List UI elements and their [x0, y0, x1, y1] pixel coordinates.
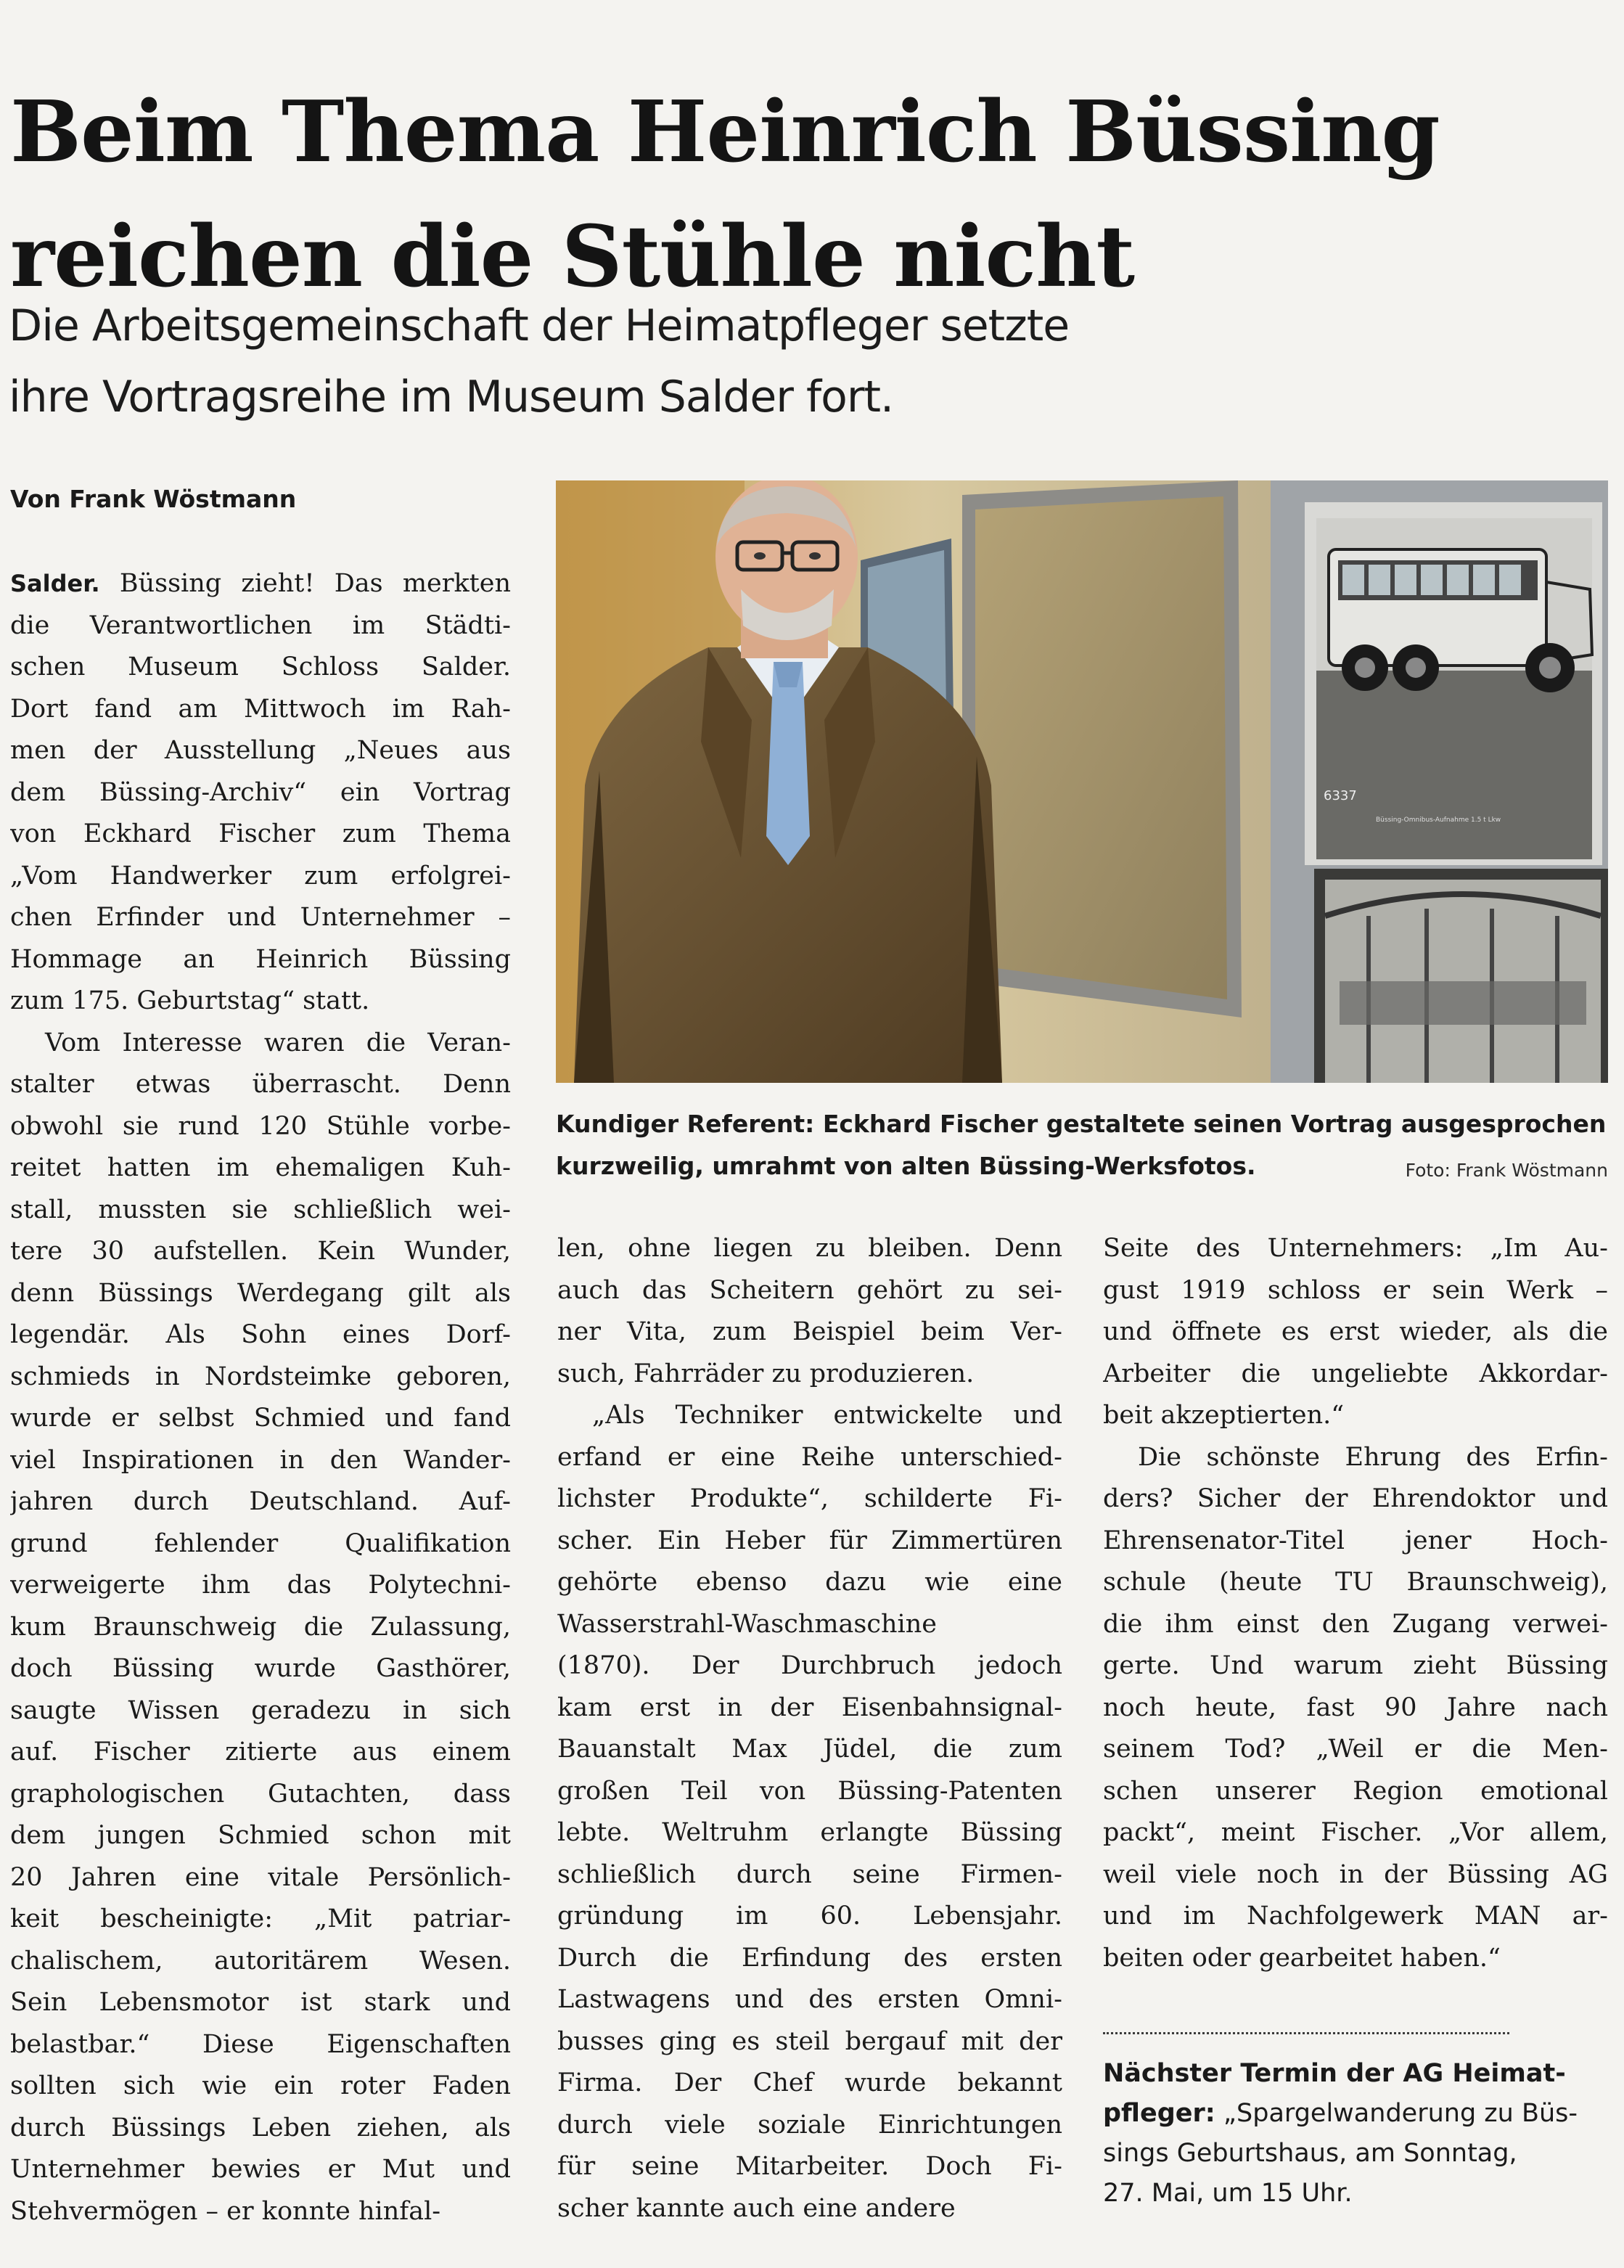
article-line: Durch die Erfindung des ersten [557, 1943, 1062, 1973]
article-column-3 [1103, 1228, 1608, 1979]
article-line: gehörte ebenso dazu wie eine [557, 1568, 1062, 1597]
article-line [10, 563, 511, 605]
article-line: Die schönste Ehrung des Erfin- [1138, 1442, 1608, 1472]
article-line: ner Vita, zum Beispiel beim Ver- [557, 1317, 1062, 1346]
article-line: reitet hatten im ehemaligen Kuh- [10, 1153, 511, 1182]
article-line: scher kannte auch eine andere [557, 2193, 956, 2223]
article-line: Arbeiter die ungeliebte Akkordar- [1103, 1359, 1608, 1388]
dotted-divider [1103, 2032, 1509, 2034]
article-line: legendär. Als Sohn eines Dorf- [10, 1320, 511, 1349]
article-line: kam erst in der Eisenbahnsignal- [557, 1692, 1062, 1722]
article-line: chen Erfinder und Unternehmer – [10, 903, 511, 932]
article-line: busses ging es steil bergauf mit der [557, 2026, 1062, 2056]
next-event-box [1103, 2054, 1611, 2214]
article-line: Seite des Unternehmers: „Im Au- [1103, 1234, 1608, 1263]
article-line: durch viele soziale Einrichtungen [557, 2110, 1062, 2140]
article-line: Hommage an Heinrich Büssing [10, 944, 511, 974]
article-line: gründung im 60. Lebensjahr. [557, 1901, 1062, 1931]
article-line: lichster Produkte“, schilderte Fi- [557, 1484, 1062, 1513]
article-line: schen unserer Region emotional [1103, 1776, 1608, 1806]
article-line: schmieds in Nordsteimke geboren, [10, 1362, 511, 1391]
article-line: und im Nachfolgewerk MAN ar- [1103, 1901, 1608, 1931]
article-line: packt“, meint Fischer. „Vor allem, [1103, 1818, 1608, 1847]
article-line: tere 30 aufstellen. Kein Wunder, [10, 1237, 511, 1266]
byline: Von Frank Wöstmann [10, 485, 297, 513]
article-line: zum 175. Geburtstag“ statt. [10, 986, 370, 1015]
article-line: Wasserstrahl-Waschmaschine [557, 1609, 937, 1639]
article-line: Stehvermögen – er konnte hinfal- [10, 2196, 441, 2226]
article-line: doch Büssing wurde Gasthörer, [10, 1654, 511, 1683]
article-line: sollten sich wie ein roter Faden [10, 2071, 511, 2100]
subheadline-line-1: Die Arbeitsgemeinschaft der Heimatpfleger setzte [9, 300, 1070, 351]
article-line: die Verantwortlichen im Städti- [10, 610, 511, 640]
article-line: chalischem, autoritärem Wesen. [10, 1946, 511, 1976]
article-line: Vom Interesse waren die Veran- [45, 1028, 511, 1057]
article-line: Dort fand am Mittwoch im Rah- [10, 694, 511, 724]
article-line: scher. Ein Heber für Zimmertüren [557, 1526, 1062, 1555]
article-line: „Als Techniker entwickelte und [592, 1401, 1062, 1430]
next-event-line-2: pfleger: „Spargelwanderung zu Büs- [1103, 2099, 1578, 2128]
caption-line-2: kurzweilig, umrahmt von alten Büssing-Werksfotos. [556, 1152, 1256, 1180]
article-line: grund fehlender Qualifikation [10, 1528, 511, 1558]
article-line: wurde er selbst Schmied und fand [10, 1404, 511, 1433]
article-line: men der Ausstellung „Neues aus [10, 736, 511, 765]
article-line: Firma. Der Chef wurde bekannt [557, 2068, 1062, 2097]
article-column-2 [557, 1228, 1062, 2230]
article-line: Unternehmer bewies er Mut und [10, 2155, 511, 2184]
article-line: beiten oder gearbeitet haben.“ [1103, 1943, 1501, 1973]
article-line: und öffnete es erst wieder, als die [1103, 1317, 1608, 1346]
article-line: dem Büssing-Archiv“ ein Vortrag [10, 777, 511, 807]
article-line: dem jungen Schmied schon mit [10, 1821, 511, 1850]
article-line: durch Büssings Leben ziehen, als [10, 2113, 511, 2142]
article-line: stalter etwas überrascht. Denn [10, 1070, 511, 1099]
caption-line-1: Kundiger Referent: Eckhard Fischer gestaltete seinen Vortrag ausgesprochen [556, 1110, 1607, 1138]
article-line: weil viele noch in der Büssing AG [1103, 1859, 1608, 1889]
headline [10, 70, 1461, 319]
article-line: (1870). Der Durchbruch jedoch [557, 1651, 1062, 1680]
article-line: für seine Mitarbeiter. Doch Fi- [557, 2152, 1062, 2181]
article-line: viel Inspirationen in den Wander- [10, 1445, 511, 1475]
article-line: lebte. Weltruhm erlangte Büssing [557, 1818, 1062, 1847]
bus-photo-caption-label: Büssing-Omnibus-Aufnahme 1.5 t Lkw [1376, 816, 1501, 824]
article-line: Lastwagens und des ersten Omni- [557, 1985, 1062, 2014]
article-line: obwohl sie rund 120 Stühle vorbe- [10, 1111, 511, 1141]
article-line: jahren durch Deutschland. Auf- [10, 1487, 511, 1516]
next-event-line-4: 27. Mai, um 15 Uhr. [1103, 2179, 1353, 2208]
article-line: schen Museum Schloss Salder. [10, 652, 511, 681]
article-line: belastbar.“ Diese Eigenschaften [10, 2029, 511, 2059]
article-line: erfand er eine Reihe unterschied- [557, 1442, 1062, 1472]
article-line: keit bescheinigte: „Mit patriar- [10, 1904, 511, 1933]
article-line: schule (heute TU Braunschweig), [1103, 1568, 1608, 1597]
subheadline [9, 290, 1387, 433]
article-line: denn Büssings Werdegang gilt als [10, 1278, 511, 1308]
headline-line-1: Beim Thema Heinrich Büssing [10, 82, 1440, 181]
article-line: len, ohne liegen zu bleiben. Denn [557, 1234, 1062, 1263]
next-event-line-3: sings Geburtshaus, am Sonntag, [1103, 2139, 1517, 2168]
bus-plate-label: 6337 [1324, 788, 1357, 803]
article-line: noch heute, fast 90 Jahre nach [1103, 1692, 1608, 1722]
dateline: Salder. [10, 570, 100, 597]
subheadline-line-2: ihre Vortragsreihe im Museum Salder fort. [9, 372, 894, 422]
article-line: stall, mussten sie schließlich wei- [10, 1195, 511, 1224]
article-line: Sein Lebensmotor ist stark und [10, 1988, 511, 2017]
article-line-text: Büssing zieht! Das merkten [99, 569, 511, 598]
headline-line-2: reichen die Stühle nicht [10, 207, 1135, 306]
article-line: gerte. Und warum zieht Büssing [1103, 1651, 1608, 1680]
photo-credit: Foto: Frank Wöstmann [1405, 1160, 1608, 1181]
article-line: auch das Scheitern gehört zu sei- [557, 1275, 1062, 1305]
next-event-heading: Nächster Termin der AG Heimat- [1103, 2059, 1566, 2088]
article-line: „Vom Handwerker zum erfolgrei- [10, 861, 511, 891]
article-line: ders? Sicher der Ehrendoktor und [1103, 1484, 1608, 1513]
article-photo [556, 480, 1608, 1083]
article-line: großen Teil von Büssing-Patenten [557, 1776, 1062, 1806]
article-line: graphologischen Gutachten, dass [10, 1779, 511, 1809]
article-line: gust 1919 schloss er sein Werk – [1103, 1275, 1608, 1305]
article-line: beit akzeptierten.“ [1103, 1401, 1345, 1430]
article-line: kum Braunschweig die Zulassung, [10, 1612, 511, 1642]
article-line: auf. Fischer zitierte aus einem [10, 1737, 511, 1766]
article-line: Bauanstalt Max Jüdel, die zum [557, 1735, 1062, 1764]
article-line: such, Fahrräder zu produzieren. [557, 1359, 975, 1388]
article-line: saugte Wissen geradezu in sich [10, 1695, 511, 1725]
article-line: verweigerte ihm das Polytechni- [10, 1571, 511, 1600]
article-line: 20 Jahren eine vitale Persönlich- [10, 1862, 511, 1892]
article-line: die ihm einst den Zugang verwei- [1103, 1609, 1608, 1639]
article-line: von Eckhard Fischer zum Thema [10, 819, 511, 848]
article-line: seinem Tod? „Weil er die Men- [1103, 1735, 1608, 1764]
article-line: Ehrensenator-Titel jener Hoch- [1103, 1526, 1608, 1555]
article-line: schließlich durch seine Firmen- [557, 1859, 1062, 1889]
article-column-1 [10, 563, 511, 2232]
